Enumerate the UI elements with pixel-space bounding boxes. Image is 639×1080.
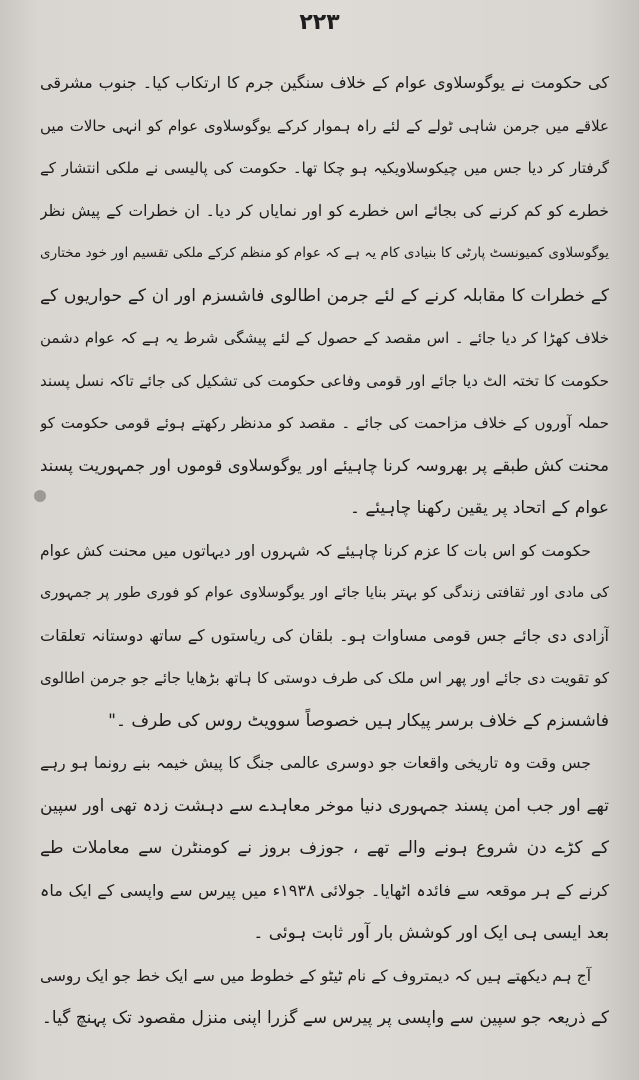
page-body-text: [40, 62, 609, 1040]
text-line-4: خطرے کو کم کرنے کی بجائے اس خطرے کو اور نمایاں کر دیا۔ ان خطرات کے پیش نظر: [40, 201, 609, 220]
text-line-7: خلاف کھڑا کر دیا جائے ۔ اس مقصد کے حصول کے لئے پیشگی شرط یہ ہے کہ عوام دشمن: [40, 329, 609, 347]
text-line-19: کے کڑے دن شروع ہونے والے تھے ، جوزف بروز نے کومنٹرن سے معاملات طے: [40, 838, 609, 858]
text-line-6: کے خطرات کا مقابلہ کرنے کے لئے جرمن اطالوی فاشسزم اور ان کے حواریوں کے: [40, 285, 609, 306]
text-line-9: حملہ آوروں کے خلاف مزاحمت کی جائے ۔ مقصد کو مدنظر رکھتے ہوئے قومی حکومت کو: [40, 414, 609, 432]
text-line-20: کرنے کے ہر موقعہ سے فائدہ اٹھایا۔ جولائی ۱۹۳۸ء میں پیرس سے واپسی کے ایک ماہ: [40, 880, 609, 900]
text-line-8: حکومت کا تختہ الٹ دیا جائے اور قومی وفاعی حکومت کی تشکیل کی جائے تاکہ نسل پسند: [40, 371, 609, 390]
text-line-14: آزادی دی جائے جس قومی مساوات ہو۔ بلقان کی ریاستوں کے ساتھ دوستانہ تعلقات: [40, 625, 609, 645]
text-line-11: عوام کے اتحاد پر یقین رکھنا چاہیئے ۔: [349, 498, 609, 518]
text-line-3: گرفتار کر دیا جس میں چیکوسلاویکیہ ہو چکا تھا۔ حکومت کی پالیسی نے ملکی انتشار کے: [40, 159, 609, 177]
text-line-13: کی مادی اور ثقافتی زندگی کو بہتر بنایا جائے اور یوگوسلاوی عوام کو فوری طور پر جمہوری: [40, 585, 609, 601]
text-line-22: آج ہم دیکھتے ہیں کہ دیمتروف کے نام ٹیٹو کے خطوط میں سے ایک خط جو ایک روسی: [40, 966, 591, 985]
page-number: ۲۲۳: [299, 10, 340, 35]
text-line-17: جس وقت وہ تاریخی واقعات جو دوسری عالمی جنگ کا پیش خیمہ بنے رونما ہو رہے: [40, 754, 591, 772]
text-line-5: یوگوسلاوی کمیونسٹ پارٹی کا بنیادی کام یہ ہے کہ عوام کو منظم کرکے ملکی تقسیم اور خود مختاری: [40, 245, 609, 261]
text-line-15: کو تقویت دی جائے اور پھر اس ملک کی طرف دوستی کا ہاتھ بڑھایا جائے جو جرمن اطالوی: [40, 669, 609, 687]
text-line-21: بعد ایسی ہی ایک اور کوشش بار آور ثابت ہوئی ۔: [253, 923, 609, 943]
text-line-18: تھے اور جب امن پسند جمہوری دنیا موخر معاہدے سے دہشت زدہ تھی اور سپین: [40, 795, 609, 816]
text-line-10: محنت کش طبقے پر بھروسہ کرنا چاہیئے اور یوگوسلاوی قوموں اور جمہوریت پسند: [40, 455, 609, 475]
text-line-1: کی حکومت نے یوگوسلاوی عوام کے خلاف سنگین جرم کا ارتکاب کیا۔ جنوب مشرقی: [40, 73, 609, 92]
text-line-16: فاشسزم کے خلاف برسر پیکار ہیں خصوصاً سوویٹ روس کی طرف ۔": [108, 710, 609, 731]
text-line-23: کے ذریعہ جو سپین سے واپسی پر پیرس سے گزرا اپنی منزل مقصود تک پہنچ گیا۔: [41, 1008, 609, 1028]
text-line-2: علاقے میں جرمن شاہی ٹولے کے لئے راہ ہموار کرکے یوگوسلاوی عوام کو انہی حالات میں: [40, 116, 609, 135]
text-line-12: حکومت کو اس بات کا عزم کرنا چاہیئے کہ شہروں اور دیہاتوں میں محنت کش عوام: [40, 541, 591, 560]
